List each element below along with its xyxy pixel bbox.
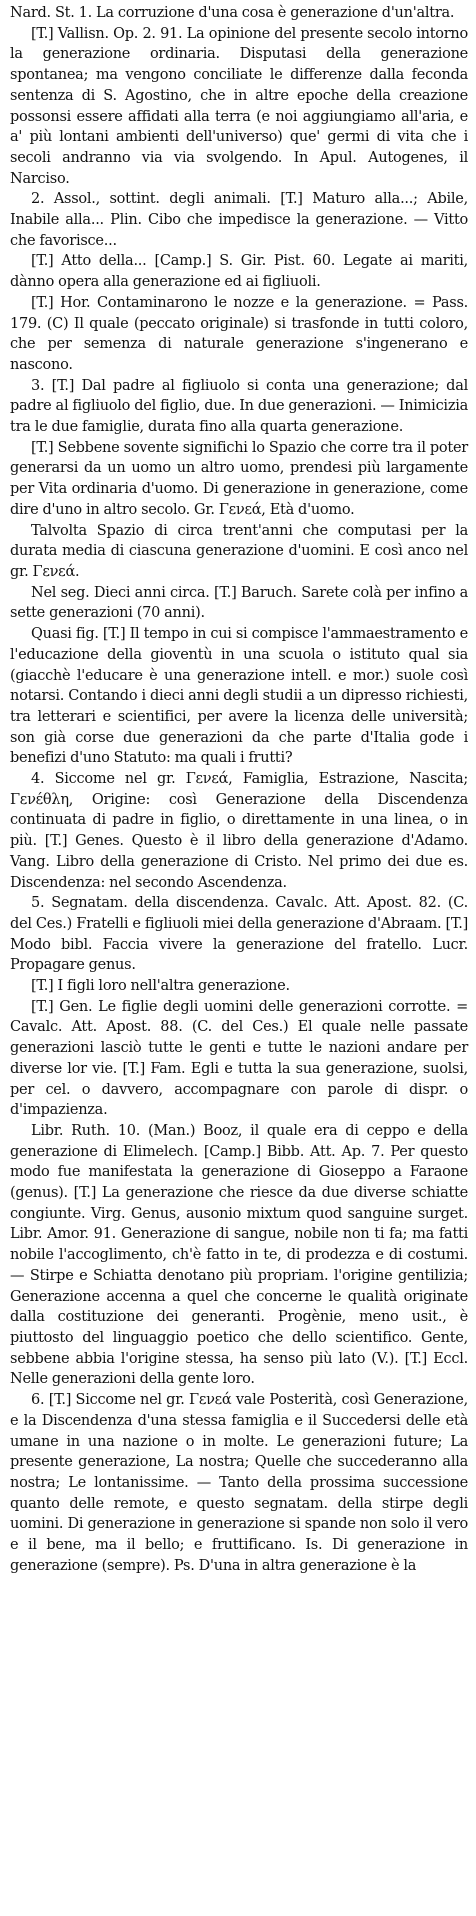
paragraph-8: Talvolta Spazio di circa trent'anni che computasi per la durata media di ciascuna generazione d'uomini. E così anco nel gr. Γενεά. (10, 522, 468, 580)
paragraph-2: [T.] Vallisn. Op. 2. 91. La opinione del presente secolo intorno la generazione ordinaria. Disputasi della generazione spontanea; ma vengono conciliate le differenze dalla feconda sentenza di S. Agostino, che in altre epoche della creazione possonsi essere affidati alla terra (e noi aggiungiamo all'aria, e a' più lontani ambienti dell'universo) que' germi di vita che i secoli andranno via via svolgendo. In Apul. Autogenes, il Narciso. (10, 25, 468, 187)
paragraph-6: 3. [T.] Dal padre al figliuolo si conta una generazione; dal padre al figliuolo del figlio, due. In due generazioni. — Inimicizia tra le due famiglie, durata fino alla quarta generazione. (10, 377, 468, 436)
paragraph-9: Nel seg. Dieci anni circa. [T.] Baruch. Sarete colà per infino a sette generazioni (70 anni). (10, 584, 468, 622)
paragraph-13: [T.] I figli loro nell'altra generazione. (31, 978, 290, 995)
paragraph-3: 2. Assol., sottint. degli animali. [T.] Maturo alla...; Abile, Inabile alla... Plin. Cibo che impedisce la generazione. — Vitto che favorisce... (10, 191, 468, 249)
paragraph-4: [T.] Atto della... [Camp.] S. Gir. Pist. 60. Legate ai mariti, dànno opera alla generazione ed ai figliuoli. (10, 253, 468, 291)
paragraph-11: 4. Siccome nel gr. Γενεά, Famiglia, Estrazione, Nascita; Γενέθλη, Origine: così Generazione della Discendenza continuata di padre in figlio, o direttamente in una linea, o in più. [T.] Genes. Questo è il libro della generazione d'Adamo. Vang. Libro della generazione di Cristo. Nel primo dei due es. Discendenza: nel secondo Ascendenza. (10, 771, 468, 891)
paragraph-16: 6. [T.] Siccome nel gr. Γενεά vale Posterità, così Generazione, e la Discendenza d'una stessa famiglia e il Succedersi delle età umane in una nazione o in molte. Le generazioni future; La presente generazione, La nostra; Quelle che succederanno alla nostra; Le lontanissime. — Tanto della prossima successione quanto delle remote, e questo segnatam. della stirpe degli uomini. Di generazione in generazione si spande non solo il vero e il bene, ma il bello; e fruttificano. Is. Di generazione in generazione (sempre). Ps. D'una in altra generazione è la (10, 1392, 468, 1574)
paragraph-15: Libr. Ruth. 10. (Man.) Booz, il quale era di ceppo e della generazione di Elimelech. [Camp.] Bibb. Att. Ap. 7. Per questo modo fue manifestata la generazione di Gioseppo a Faraone (genus). [T.] La generazione che riesce da due diverse schiatte congiunte. Virg. Genus, ausonio mixtum quod sanguine surget. Libr. Amor. 91. Generazione di sangue, nobile non ti fa; ma fatti nobile l'accoglimento, ch'è fatto in te, di prodezza e di costumi. — Stirpe e Schiatta denotano più propriam. l'origine gentilizia; Generazione accenna a quel che concerne le qualità originate dalla costituzione dei generanti. Progènie, meno usit., è piuttosto del linguaggio poetico che dello scientifico. Gente, sebbene abbia l'origine stessa, ha senso più lato (V.). [T.] Eccl. Nelle generazioni della gente loro. (10, 1122, 468, 1388)
paragraph-7: [T.] Sebbene sovente significhi lo Spazio che corre tra il poter generarsi da un uomo un altro uomo, prendesi più largamente per Vita ordinaria d'uomo. Di generazione in generazione, come dire d'uno in altro secolo. Gr. Γενεά, Età d'uomo. (10, 439, 468, 518)
paragraph-1: Nard. St. 1. La corruzione d'una cosa è generazione d'un'altra. (10, 5, 455, 21)
paragraph-10: Quasi fig. [T.] Il tempo in cui si compisce l'ammaestramento e l'educazione della gioventù in una scuola o istituto qual sia (giacchè l'educare è una generazione intell. e mor.) suole così notarsi. Contando i dieci anni degli studii a un dipresso richiesti, tra letterari e scientifici, per avere la licenza delle università; son già corse due generazioni da che parte d'Italia gode i benefizi d'uno Statuto: ma quali i frutti? (10, 626, 468, 767)
paragraph-14: [T.] Gen. Le figlie degli uomini delle generazioni corrotte. = Cavalc. Att. Apost. 88. (C. del Ces.) El quale nelle passate generazioni lasciò tutte le genti e tutte le nazioni andare per diverse lor vie. [T.] Fam. Egli e tutta la sua generazione, suolsi, per cel. o davvero, accompagnare con parole di dispr. o d'impazienza. (10, 998, 468, 1119)
paragraph-5: [T.] Hor. Contaminarono le nozze e la generazione. = Pass. 179. (C) Il quale (peccato originale) si trasfonde in tutti coloro, che per semenza di naturale generazione s'ingenerano e nascono. (10, 294, 468, 373)
paragraph-12: 5. Segnatam. della discendenza. Cavalc. Att. Apost. 82. (C. del Ces.) Fratelli e figliuoli miei della generazione d'Abraam. [T.] Modo bibl. Faccia vivere la generazione del fratello. Lucr. Propagare genus. (10, 895, 468, 974)
